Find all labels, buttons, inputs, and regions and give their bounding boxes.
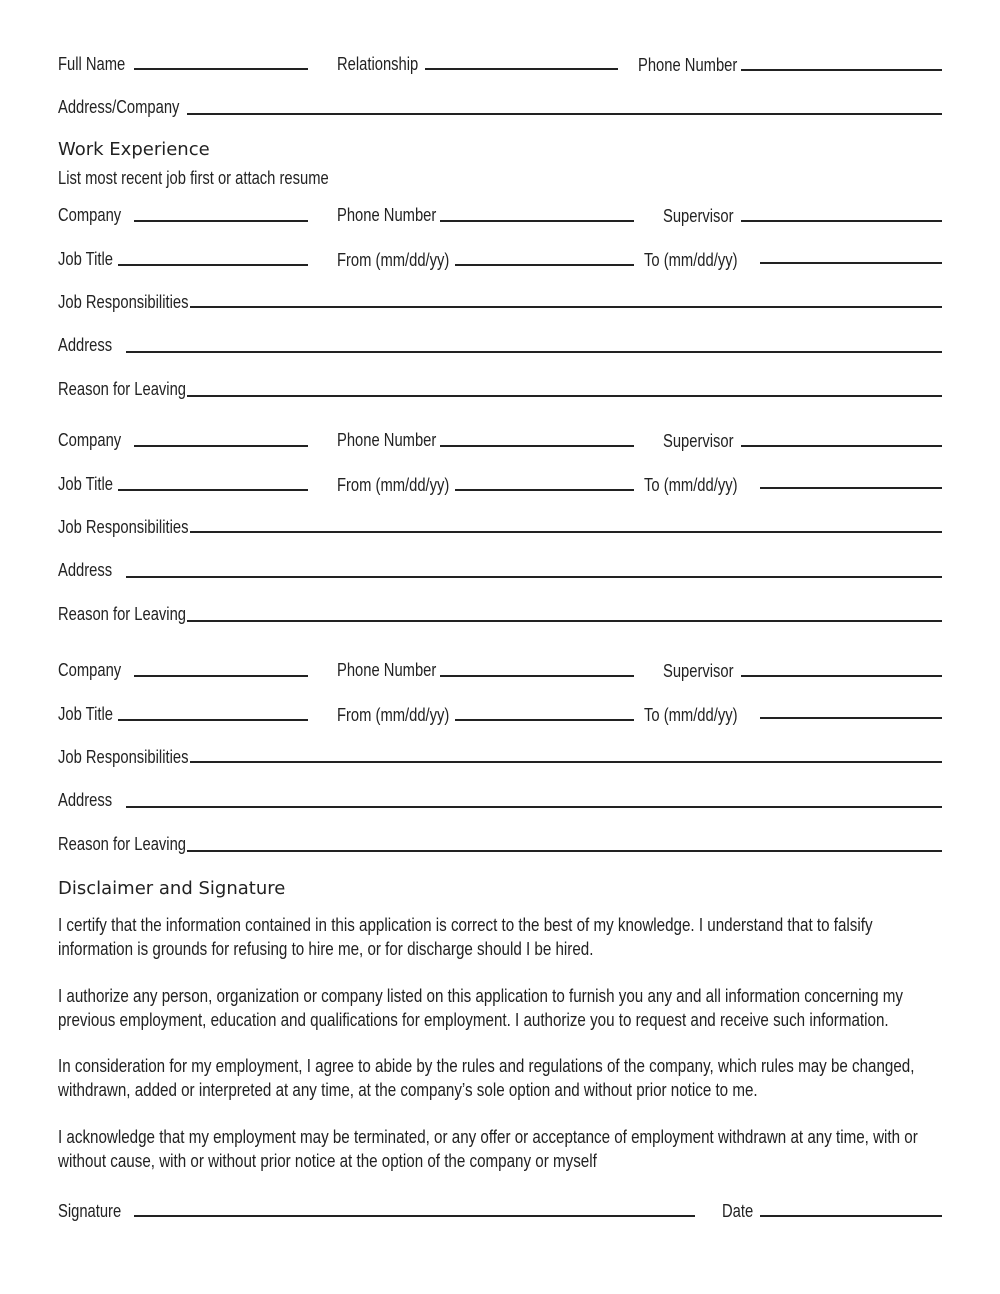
job1-job-title-label: Job Title xyxy=(58,249,113,269)
job3-responsibilities-field[interactable] xyxy=(190,761,942,763)
relationship-label: Relationship xyxy=(337,54,419,74)
job2-responsibilities-field[interactable] xyxy=(190,531,942,533)
job2-supervisor-label: Supervisor xyxy=(663,431,734,451)
job3-reason-label: Reason for Leaving xyxy=(58,834,187,854)
job3-from-label: From (mm/dd/yy) xyxy=(337,705,450,725)
job2-phone-field[interactable] xyxy=(440,445,634,447)
work-experience-instruction: List most recent job first or attach resume xyxy=(58,168,329,188)
job3-phone-field[interactable] xyxy=(440,675,634,677)
signature-label: Signature xyxy=(58,1201,122,1221)
job2-to-label: To (mm/dd/yy) xyxy=(644,475,738,495)
job1-reason-label: Reason for Leaving xyxy=(58,379,187,399)
job1-from-label: From (mm/dd/yy) xyxy=(337,250,450,270)
work-experience-heading: Work Experience xyxy=(58,139,210,160)
full-name-label: Full Name xyxy=(58,54,126,74)
job3-company-label: Company xyxy=(58,660,122,680)
job1-supervisor-label: Supervisor xyxy=(663,206,734,226)
job1-phone-field[interactable] xyxy=(440,220,634,222)
job2-phone-label: Phone Number xyxy=(337,430,437,450)
job3-address-field[interactable] xyxy=(126,806,942,808)
job2-address-label: Address xyxy=(58,560,113,580)
disclaimer-paragraph-4: I acknowledge that my employment may be terminated, or any offer or acceptance of employment withdrawn at any time, with or without cause, with or without prior notice at the option of the company or myself xyxy=(58,1126,918,1171)
job3-responsibilities-label: Job Responsibilities xyxy=(58,747,189,767)
job1-to-field[interactable] xyxy=(760,262,942,264)
job2-job-title-field[interactable] xyxy=(118,489,308,491)
job2-company-label: Company xyxy=(58,430,122,450)
job3-company-field[interactable] xyxy=(134,675,308,677)
job3-phone-label: Phone Number xyxy=(337,660,437,680)
job1-company-field[interactable] xyxy=(134,220,308,222)
job2-supervisor-field[interactable] xyxy=(741,445,942,447)
full-name-field[interactable] xyxy=(134,68,308,70)
job3-reason-field[interactable] xyxy=(187,850,942,852)
job2-responsibilities-label: Job Responsibilities xyxy=(58,517,189,537)
job3-job-title-field[interactable] xyxy=(118,719,308,721)
job2-company-field[interactable] xyxy=(134,445,308,447)
job1-supervisor-field[interactable] xyxy=(741,220,942,222)
job2-reason-field[interactable] xyxy=(187,620,942,622)
job3-to-field[interactable] xyxy=(760,717,942,719)
date-label: Date xyxy=(722,1201,754,1221)
job3-supervisor-label: Supervisor xyxy=(663,661,734,681)
disclaimer-paragraph-3: In consideration for my employment, I agree to abide by the rules and regulations of the company, which rules may be changed, withdrawn, added or interpreted at any time, at the company’s sole option and without prior notice to me. xyxy=(58,1055,915,1100)
job2-to-field[interactable] xyxy=(760,487,942,489)
job3-address-label: Address xyxy=(58,790,113,810)
job1-responsibilities-field[interactable] xyxy=(190,306,942,308)
address-company-field[interactable] xyxy=(187,113,942,115)
job1-address-field[interactable] xyxy=(126,351,942,353)
signature-field[interactable] xyxy=(134,1215,695,1217)
job3-to-label: To (mm/dd/yy) xyxy=(644,705,738,725)
reference-phone-field[interactable] xyxy=(741,69,942,71)
disclaimer-heading: Disclaimer and Signature xyxy=(58,878,286,899)
date-field[interactable] xyxy=(760,1215,942,1217)
job2-job-title-label: Job Title xyxy=(58,474,113,494)
job2-from-label: From (mm/dd/yy) xyxy=(337,475,450,495)
job1-job-title-field[interactable] xyxy=(118,264,308,266)
job2-reason-label: Reason for Leaving xyxy=(58,604,187,624)
job1-address-label: Address xyxy=(58,335,113,355)
job2-from-field[interactable] xyxy=(455,489,634,491)
job1-responsibilities-label: Job Responsibilities xyxy=(58,292,189,312)
disclaimer-paragraph-1: I certify that the information contained in this application is correct to the best of my knowledge. I understand that to falsify information is grounds for refusing to hire me, or for discharge should I be hired. xyxy=(58,914,873,959)
job1-from-field[interactable] xyxy=(455,264,634,266)
job3-supervisor-field[interactable] xyxy=(741,675,942,677)
job1-phone-label: Phone Number xyxy=(337,205,437,225)
reference-phone-label: Phone Number xyxy=(638,55,738,75)
disclaimer-paragraph-2: I authorize any person, organization or company listed on this application to furnish you any and all information concerning my previous employment, education and qualifications for employment. I authorize you to request and receive such information. xyxy=(58,985,903,1030)
address-company-label: Address/Company xyxy=(58,97,180,117)
job3-job-title-label: Job Title xyxy=(58,704,113,724)
job2-address-field[interactable] xyxy=(126,576,942,578)
job1-reason-field[interactable] xyxy=(187,395,942,397)
job1-to-label: To (mm/dd/yy) xyxy=(644,250,738,270)
job3-from-field[interactable] xyxy=(455,719,634,721)
relationship-field[interactable] xyxy=(425,68,618,70)
job1-company-label: Company xyxy=(58,205,122,225)
